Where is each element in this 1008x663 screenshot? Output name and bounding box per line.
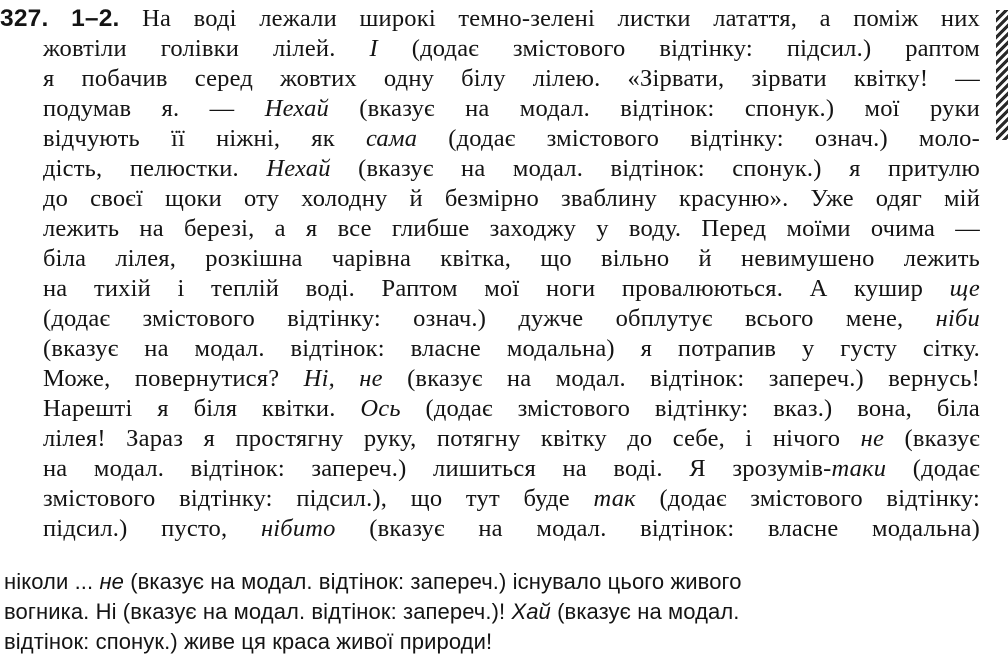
line-text: (вказує на модал. xyxy=(550,599,740,624)
line-text: (додає змістового відтінку: підсил.) раптом xyxy=(377,35,981,62)
line-text: (додає змістового відтінку: означ.) моло- xyxy=(417,125,980,152)
text-line-1 xyxy=(0,4,980,34)
line-text: (вказує на модал. відтінок: власне модальна) xyxy=(335,515,980,542)
line-text: (додає змістового відтінку: xyxy=(635,485,980,512)
particle-italic: Нехай xyxy=(264,95,329,122)
text-line-2 xyxy=(43,34,980,64)
particle-italic: Ось xyxy=(360,395,401,422)
line-text: (вказує на модал. відтінок: запереч.) вернусь! xyxy=(382,365,981,392)
text-line-17 xyxy=(43,484,980,514)
text-line-3 xyxy=(43,64,980,94)
tail-line-1 xyxy=(4,567,742,597)
line-text: (додає xyxy=(886,455,980,482)
page-edge-binding xyxy=(996,10,1008,140)
text-line-7 xyxy=(43,184,980,214)
particle-italic: Нехай xyxy=(266,155,331,182)
line-text: лілея! Зараз я простягну руку, потягну квітку до себе, і нічого xyxy=(43,425,861,452)
line-text: до своєї щоки оту холодну й безмірно зваблину красуню». Уже одяг мій xyxy=(43,185,980,212)
line-text: підсил.) пусто, xyxy=(43,515,261,542)
line-text: біла лілея, розкішна чарівна квітка, що вільно й невимушено лежить xyxy=(43,245,980,272)
line-text: я побачив серед жовтих одну білу лілею. «Зірвати, зірвати квітку! — xyxy=(43,65,980,92)
line-text: лежить на березі, а я все глибше заходжу у воду. Перед моїми очима — xyxy=(43,215,980,242)
particle-italic: нібито xyxy=(260,515,336,542)
line-text: подумав я. — xyxy=(43,95,265,122)
text-line-4 xyxy=(43,94,980,124)
text-line-15 xyxy=(43,424,980,454)
line-text: (вказує на модал. відтінок: власне модальна) я потрапив у густу сітку. xyxy=(43,335,980,362)
line-text: відчують її ніжні, як xyxy=(43,125,366,152)
particle-italic: ще xyxy=(949,275,980,302)
line-text: жовтіли голівки лілей. xyxy=(43,35,370,62)
particle-italic: сама xyxy=(365,125,418,152)
line-text: на модал. відтінок: запереч.) лишиться на воді. Я зрозумів- xyxy=(43,455,832,482)
line-text: (вказує на модал. відтінок: запереч.) існувало цього живого xyxy=(124,569,742,594)
text-line-11 xyxy=(43,304,980,334)
exercise-number: 327. xyxy=(0,5,49,32)
line-text: Може, повернутися? xyxy=(43,365,304,392)
text-line-13 xyxy=(43,364,980,394)
particle-italic: так xyxy=(593,485,636,512)
line-text: Нарешті я біля квітки. xyxy=(43,395,361,422)
text-line-14 xyxy=(43,394,980,424)
line-text: (додає змістового відтінку: означ.) дужче обплутує всього мене, xyxy=(43,305,936,332)
tail-line-2 xyxy=(4,597,740,627)
particle-italic: ніби xyxy=(935,305,980,332)
particle-italic: І xyxy=(369,35,378,62)
line-text: (додає змістового відтінку: вказ.) вона, біла xyxy=(400,395,980,422)
text-line-12 xyxy=(43,334,980,364)
text-line-8 xyxy=(43,214,980,244)
exercise-range: 1–2. xyxy=(71,5,120,32)
text-line-6 xyxy=(43,154,980,184)
line-text: на тихій і теплій воді. Раптом мої ноги провалюються. А кушир xyxy=(43,275,950,302)
particle-italic: Ні, не xyxy=(303,365,383,392)
line-text: змістового відтінку: підсил.), що тут буде xyxy=(43,485,594,512)
line-text: вогника. Ні (вказує на модал. відтінок: запереч.)! xyxy=(4,599,512,624)
text-line-18 xyxy=(43,514,980,544)
line-text: (вказує на модал. відтінок: спонук.) я притулю xyxy=(330,155,980,182)
line-text: (вказує xyxy=(884,425,980,452)
particle-italic: Хай xyxy=(511,599,551,624)
line-text: (вказує на модал. відтінок: спонук.) мої руки xyxy=(328,95,980,122)
line-text: відтінок: спонук.) живе ця краса живої природи! xyxy=(4,629,493,654)
line-text: ніколи ... xyxy=(4,569,100,594)
particle-italic: таки xyxy=(831,455,887,482)
text-line-10 xyxy=(43,274,980,304)
particle-italic: не xyxy=(99,569,124,594)
text-line-16 xyxy=(43,454,980,484)
particle-italic: не xyxy=(860,425,885,452)
line-text: На воді лежали широкі темно-зелені листки латаття, а поміж них xyxy=(142,5,981,32)
text-line-5 xyxy=(43,124,980,154)
tail-line-3 xyxy=(4,627,492,657)
line-text: дість, пелюстки. xyxy=(43,155,267,182)
text-line-9 xyxy=(43,244,980,274)
